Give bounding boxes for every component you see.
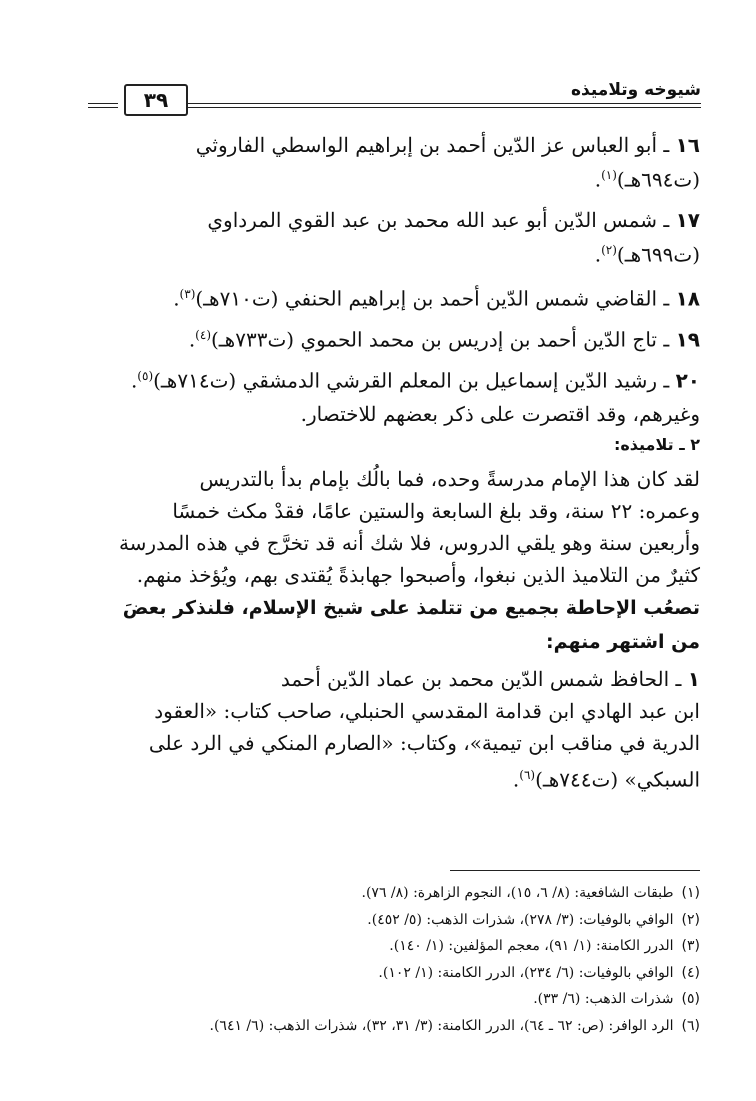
footnote-text: الوافي بالوفيات: (٣/ ٢٧٨)، شذرات الذهب: (٥/ ٤٥٢). [367, 911, 674, 928]
running-title: شيوخه وتلاميذه [571, 80, 701, 100]
paragraph-line: وعمره: ٢٢ سنة، وقد بلغ السابعة والستين عامًا، فقدْ مكث خمسًا [172, 499, 700, 524]
footnote-number: (٣) [681, 938, 700, 954]
footnote-ref[interactable]: (٣) [179, 287, 196, 302]
item-number: ١ [687, 667, 700, 692]
footnote-ref[interactable]: (١) [601, 168, 617, 182]
item-number: ١٩ [675, 327, 700, 352]
list-item: ١٩ ـ تاج الدّين أحمد بن إدريس بن محمد الحموي (ت٧٣٣هـ)$^{(٤)}$. [188, 327, 700, 352]
list-item: ١٨ ـ القاضي شمس الدّين أحمد بن إبراهيم الحنفي (ت٧١٠هـ)$^{(٣)}$. [173, 286, 700, 311]
footnote-separator [450, 870, 700, 871]
footnote [60, 986, 700, 1013]
footnote-text: الدرر الكامنة: (١/ ٩١)، معجم المؤلفين: (١/ ١٤٠). [389, 938, 674, 954]
footnote [60, 880, 700, 907]
footnote-ref[interactable]: (٦) [519, 768, 536, 783]
list-item: ٢٠ ـ رشيد الدّين إسماعيل بن المعلم القرشي الدمشقي (ت٧١٤هـ)$^{(٥)}$. [130, 368, 700, 393]
footnote-text: الرد الوافر: (ص: ٦٢ ـ ٦٤)، الدرر الكامنة: (٣/ ٣١، ٣٢)، شذرات الذهب: (٦/ ٦٤١). [209, 1017, 674, 1034]
item-text: (ت٦٩٤هـ) [616, 167, 700, 192]
footnote-ref[interactable]: (٤) [195, 327, 211, 342]
closing-text: وغيرهم، وقد اقتصرت على ذكر بعضهم للاختصار. [300, 402, 700, 427]
footnotes [60, 880, 700, 1039]
footnote-text: الوافي بالوفيات: (٦/ ٢٣٤)، الدرر الكامنة: (١/ ١٠٢). [378, 964, 674, 981]
paragraph-line: وأربعين سنة وهو يلقي الدروس، فلا شك أنه قد تخرَّج في هذه المدرسة [118, 531, 700, 556]
item-text: ابن عبد الهادي ابن قدامة المقدسي الحنبلي، صاحب كتاب: «العقود [154, 699, 700, 724]
paragraph-line: لقد كان هذا الإمام مدرسةً وحده، فما بالُك بإمام بدأ بالتدريس [199, 467, 700, 492]
item-text: ـ تاج الدّين أحمد بن إدريس بن محمد الحموي (ت٧٣٣هـ) [211, 327, 670, 352]
item-number: ١٧ [675, 207, 700, 232]
item-text: ـ الحافظ شمس الدّين محمد بن عماد الدّين أحمد [280, 667, 682, 692]
item-text: السبكي» (ت٧٤٤هـ) [535, 767, 700, 792]
item-text: ـ شمس الدّين أبو عبد الله محمد بن عبد القوي المرداوي [207, 207, 670, 232]
item-number: ٢٠ [675, 368, 700, 393]
item-text: ـ أبو العباس عز الدّين أحمد بن إبراهيم الواسطي الفاروثي [195, 133, 670, 157]
footnote-number: (٥) [681, 991, 700, 1007]
footnote-number: (١) [681, 885, 700, 901]
paragraph-line: كثيرٌ من التلاميذ الذين نبغوا، وأصبحوا جهابذةً يُقتدى بهم، ويُؤخذ منهم. [136, 563, 700, 588]
item-number: ١٦ [675, 133, 700, 157]
footnote-ref[interactable]: (٢) [601, 242, 617, 257]
footnote-number: (٢) [681, 911, 700, 928]
section-heading: ٢ ـ تلاميذه: [613, 435, 700, 455]
list-item: ١ ـ الحافظ شمس الدّين محمد بن عماد الدّين أحمد ابن عبد الهادي ابن قدامة المقدسي الحنبلي، صاحب كتاب: «العقود الدرية في مناقب ابن تيمية»، وكتاب: «الصارم المنكي في الرد على السبكي» (ت٧٤٤هـ)$^{(٦)}$. [92, 663, 700, 796]
footnote-ref[interactable]: (٥) [137, 368, 154, 383]
footnote-text: طبقات الشافعية: (٨/ ٦، ١٥)، النجوم الزاهرة: (٨/ ٧٦). [361, 885, 674, 901]
item-number: ١٨ [675, 286, 700, 311]
footnote [60, 907, 700, 934]
footnote [60, 960, 700, 987]
item-text: ـ رشيد الدّين إسماعيل بن المعلم القرشي الدمشقي (ت٧١٤هـ) [153, 368, 670, 393]
footnote-text: شذرات الذهب: (٦/ ٣٣). [533, 991, 674, 1007]
item-text: ـ القاضي شمس الدّين أحمد بن إبراهيم الحنفي (ت٧١٠هـ) [195, 286, 670, 311]
footnote [60, 933, 700, 960]
header-rule [88, 107, 118, 108]
page-header [88, 78, 701, 118]
bold-paragraph-line: من اشتهر منهم: [546, 631, 700, 654]
page-number: ٣٩ [124, 84, 188, 116]
footnote-number: (٤) [681, 964, 700, 981]
footnote-number: (٦) [681, 1017, 700, 1034]
footnote [60, 1013, 700, 1040]
page-body [92, 130, 700, 796]
list-item: ١٧ ـ شمس الدّين أبو عبد الله محمد بن عبد القوي المرداوي (ت٦٩٩هـ)$^{(٢)}$. [207, 207, 700, 267]
item-text: (ت٦٩٩هـ) [616, 242, 700, 267]
header-rule [188, 103, 701, 104]
list-item: ١٦ ـ أبو العباس عز الدّين أحمد بن إبراهيم الواسطي الفاروثي (ت٦٩٤هـ)$^{(١)}$. [195, 133, 700, 192]
item-text: الدرية في مناقب ابن تيمية»، وكتاب: «الصارم المنكي في الرد على [148, 731, 700, 756]
header-rule [88, 103, 118, 104]
bold-paragraph-line: تصعُب الإحاطة بجميع من تتلمذ على شيخ الإسلام، فلنذكر بعضَ [122, 597, 700, 620]
header-rule [188, 107, 701, 108]
